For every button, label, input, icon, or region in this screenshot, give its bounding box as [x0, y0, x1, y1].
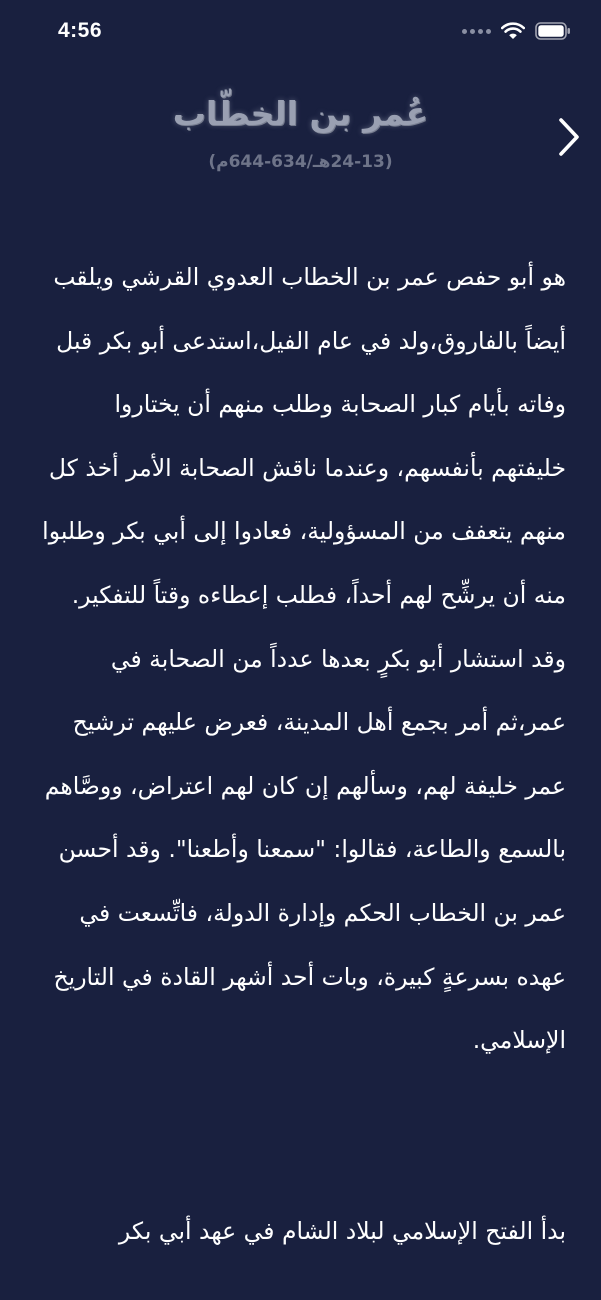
paragraph-spacer [36, 1073, 566, 1200]
chevron-right-icon [557, 117, 581, 157]
article-paragraph: بدأ الفتح الإسلامي لبلاد الشام في عهد أبي بكر [118, 1216, 566, 1245]
cellular-signal-icon [462, 29, 491, 34]
article-paragraph: هو أبو حفص عمر بن الخطاب العدوي القرشي ويلقب أيضاً بالفاروق،ولد في عام الفيل،استدعى أبو بكر قبل وفاته بأيام كبار الصحابة وطلب منهم أن يختاروا خليفتهم بأنفسهم، وعندما ناقش الصحابة الأمر أخذ كل منهم يتعفف من المسؤولية، فعادوا إلى أبي بكر وطلبوا منه أن يرشِّح لهم أحداً، فطلب إعطاءه وقتاً للتفكير. وقد استشار أبو بكرٍ بعدها عدداً من الصحابة في عمر،ثم أمر بجمع أهل المدينة، فعرض عليهم ترشيح عمر خليفة لهم، وسألهم إن كان لهم اعتراض، ووصَّاهم بالسمع والطاعة، فقالوا: "سمعنا وأطعنا". وقد أحسن عمر بن الخطاب الحكم وإدارة الدولة، فاتِّسعت في عهده بسرعةٍ كبيرة، وبات أحد أشهر القادة في التاريخ الإسلامي. [42, 263, 566, 1055]
header [0, 70, 601, 200]
wifi-icon [501, 22, 525, 40]
page-subtitle-dates: (24-13هـ/634-644م) [208, 152, 393, 172]
back-button[interactable] [549, 114, 589, 160]
status-time: 4:56 [58, 19, 103, 42]
page-title: عُمر بن الخطّاب [172, 94, 429, 133]
status-bar [0, 0, 601, 66]
battery-icon [535, 22, 571, 40]
article-body [36, 246, 566, 1263]
status-icons [462, 22, 571, 40]
